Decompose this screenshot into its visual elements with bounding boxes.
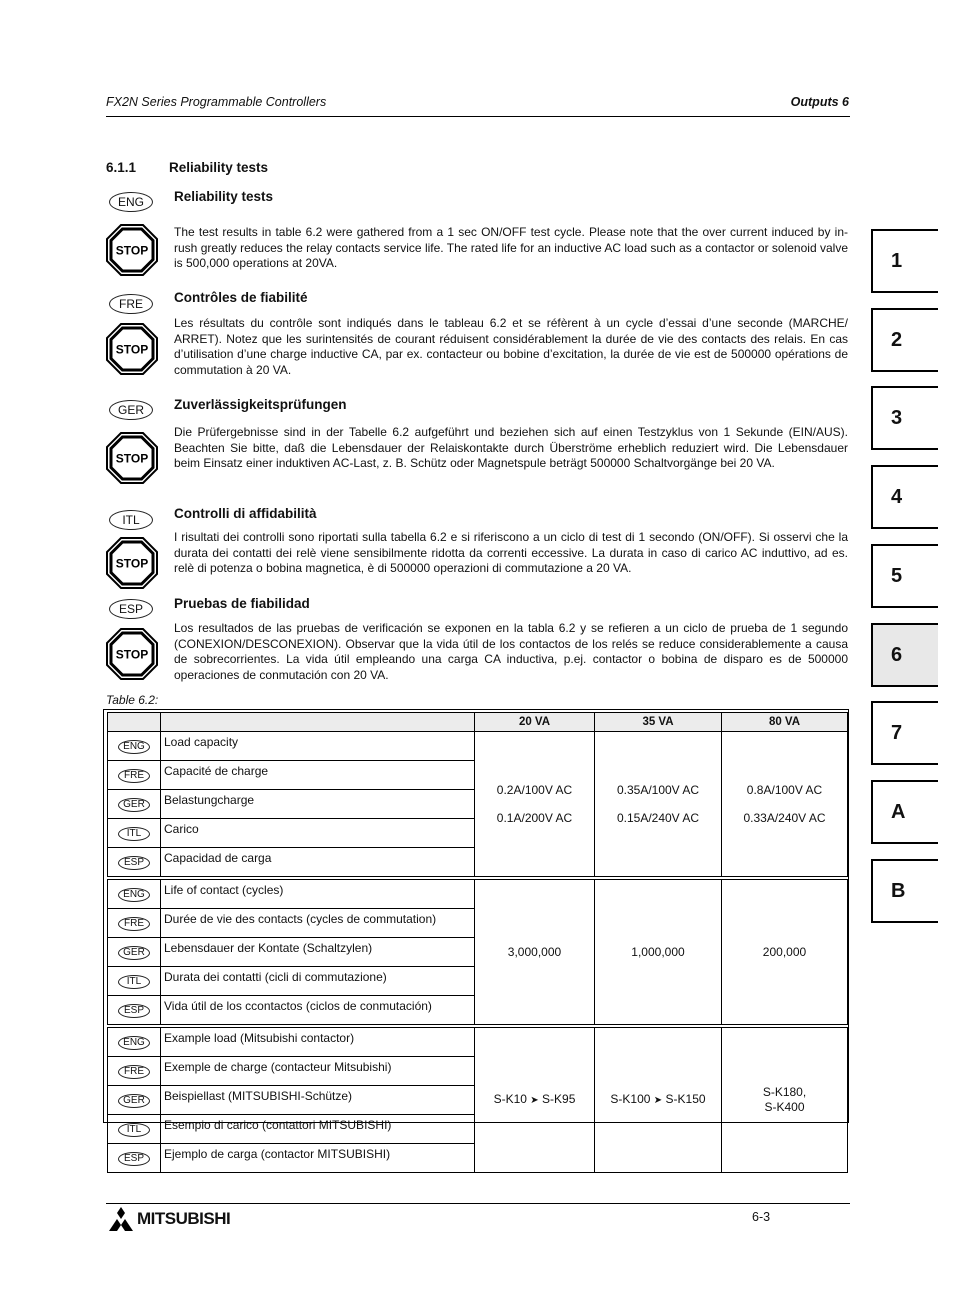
lang-badge: GER bbox=[118, 946, 150, 960]
block-title-eng: Reliability tests bbox=[174, 189, 274, 204]
tab-chapter-7[interactable]: 7 bbox=[871, 701, 938, 765]
block-text-fre: Les résultats du contrôle sont indiqués dans le tableau 6.2 et se réfèrent à un cycle d’essai d’une seconde (MARCHE/ ARRET). Notez que les surintensités de courant réduisent considérablement la durée de vie des contacts des relais. En cas d’utilisation d’une charge inductive CA, par ex. contacteur ou bobine d’excitation, la durée de vie est de 500000 opérations de commutation à 20 VA. bbox=[174, 316, 848, 377]
value-cell: 200,000 bbox=[722, 880, 848, 1025]
lang-badge: ESP bbox=[118, 1004, 150, 1018]
lang-badge-fre: FRE bbox=[109, 294, 153, 314]
section-title: Reliability tests bbox=[169, 160, 269, 175]
stop-sign-icon bbox=[106, 432, 158, 484]
footer-rule bbox=[106, 1203, 850, 1204]
tab-chapter-6[interactable]: 6 bbox=[871, 623, 938, 687]
lang-badge: ENG bbox=[118, 888, 150, 902]
mitsubishi-diamonds-icon bbox=[108, 1207, 134, 1231]
lang-badge: ESP bbox=[118, 856, 150, 870]
lang-badge-eng: ENG bbox=[109, 192, 153, 212]
block-title-itl: Controlli di affidabilità bbox=[174, 506, 317, 521]
tab-chapter-1[interactable]: 1 bbox=[871, 229, 938, 293]
reliability-table bbox=[107, 712, 848, 1173]
column-header: 80 VA bbox=[722, 713, 848, 732]
stop-label: STOP bbox=[115, 451, 149, 466]
stop-sign-icon bbox=[106, 628, 158, 680]
row-label: Belastungcharge bbox=[161, 790, 475, 819]
lang-badge-ger: GER bbox=[109, 400, 153, 420]
block-title-esp: Pruebas de fiabilidad bbox=[174, 596, 310, 611]
value-cell: 0.2A/100V AC 0.1A/200V AC bbox=[475, 732, 595, 877]
stop-label: STOP bbox=[115, 342, 149, 357]
lang-badge: ENG bbox=[118, 740, 150, 754]
tab-chapter-b[interactable]: B bbox=[871, 859, 938, 923]
brand-name: MITSUBISHI bbox=[137, 1209, 231, 1228]
block-text-ger: Die Prüfergebnisse sind in der Tabelle 6.2 aufgeführt und beziehen sich auf einen Testzyklus von 1 Sekunde (EIN/AUS). Beachten Sie bitte, daß die Lebensdauer der Relaiskontakte durch Überströme erheblich reduziert wird. Die Lebensdauer beim Einsatz einer induktiven AC-Last, z. B. Schütz oder Magnetspule beträgt 500000 Schaltvorgänge bei 20 VA. bbox=[174, 425, 848, 470]
brand-logo bbox=[108, 1207, 230, 1231]
header-chapter: Outputs 6 bbox=[790, 95, 849, 109]
row-label: Lebensdauer der Kontate (Schaltzylen) bbox=[161, 938, 475, 967]
column-header: 35 VA bbox=[595, 713, 722, 732]
row-label: Ejemplo de carga (contactor MITSUBISHI) bbox=[161, 1144, 475, 1173]
row-label: Vida útil de los ccontactos (ciclos de conmutación) bbox=[161, 996, 475, 1025]
row-label: Load capacity bbox=[161, 732, 475, 761]
section-number: 6.1.1 bbox=[106, 160, 137, 175]
value-cell: S-K180, S-K400 bbox=[722, 1028, 848, 1173]
stop-sign-icon bbox=[106, 537, 158, 589]
arrow-right-icon: ➤ bbox=[653, 1095, 663, 1106]
block-text-itl: I risultati dei controlli sono riportati sulla tabella 6.2 e si riferiscono a un ciclo di test di 1 secondo (ON/OFF). Si osservi che la durata dei contatti dei relè viene sensibilmente ridotta da correnti eccessive. La durata in caso di carico AC induttivo, ad es. relè di potenza o bobina magnetica, è di 500000 operazioni di commutazione a 20 VA. bbox=[174, 530, 848, 575]
stop-sign-icon bbox=[106, 323, 158, 375]
block-text-esp: Los resultados de las pruebas de verificación se exponen en la tabla 6.2 y se refieren a un ciclo de prueba de 1 segundo (CONEXION/DESCONEXION). Observar que la vida útil de los contactos de los relés se reduce considerablemente a causa de sobrecorrientes. La vida útil empleando una carga CA inductiva, p.ej. contactor o bobina de disparo es de 500000 operaciones de conmutación con 20 VA. bbox=[174, 621, 848, 682]
arrow-right-icon: ➤ bbox=[530, 1095, 539, 1106]
row-label: Capacité de charge bbox=[161, 761, 475, 790]
table-caption: Table 6.2: bbox=[106, 693, 159, 707]
lang-badge: FRE bbox=[118, 1065, 150, 1079]
tab-chapter-5[interactable]: 5 bbox=[871, 544, 938, 608]
lang-badge: GER bbox=[118, 1094, 150, 1108]
tab-chapter-2[interactable]: 2 bbox=[871, 308, 938, 372]
block-title-ger: Zuverlässigkeitsprüfungen bbox=[174, 397, 347, 412]
value-cell: 0.35A/100V AC 0.15A/240V AC bbox=[595, 732, 722, 877]
lang-badge: ITL bbox=[118, 827, 150, 841]
row-label: Exemple de charge (contacteur Mitsubishi) bbox=[161, 1057, 475, 1086]
value-cell: 3,000,000 bbox=[475, 880, 595, 1025]
row-label: Esempio di carico (contattori MITSUBISHI) bbox=[161, 1115, 475, 1144]
block-text-eng: The test results in table 6.2 were gathered from a 1 sec ON/OFF test cycle. Please note that the over current induced by in-rush greatly reduces the relay contacts service life. The rated life for an inductive AC load such as a contactor or solenoid valve is 500,000 operations at 20VA. bbox=[174, 225, 848, 270]
header-title: FX2N Series Programmable Controllers bbox=[106, 95, 327, 109]
row-label: Life of contact (cycles) bbox=[161, 880, 475, 909]
value-cell: S-K100 ➤ S-K150 bbox=[595, 1028, 722, 1173]
lang-badge: ITL bbox=[118, 975, 150, 989]
lang-badge: FRE bbox=[118, 917, 150, 931]
lang-badge-itl: ITL bbox=[109, 510, 153, 530]
page-number: 6-3 bbox=[752, 1210, 771, 1224]
tab-chapter-3[interactable]: 3 bbox=[871, 386, 938, 450]
table-row bbox=[108, 732, 848, 761]
header-rule bbox=[106, 116, 850, 117]
value-cell: S-K10 ➤ S-K95 bbox=[475, 1028, 595, 1173]
table-header-row bbox=[108, 713, 848, 732]
value-cell: 1,000,000 bbox=[595, 880, 722, 1025]
stop-sign-icon bbox=[106, 224, 158, 276]
row-label: Durata dei contatti (cicli di commutazione) bbox=[161, 967, 475, 996]
stop-label: STOP bbox=[115, 647, 149, 662]
table-row bbox=[108, 880, 848, 909]
lang-badge: FRE bbox=[118, 769, 150, 783]
table-row bbox=[108, 1028, 848, 1057]
lang-badge: ENG bbox=[118, 1036, 150, 1050]
tab-chapter-a[interactable]: A bbox=[871, 780, 938, 844]
row-label: Carico bbox=[161, 819, 475, 848]
value-cell: 0.8A/100V AC 0.33A/240V AC bbox=[722, 732, 848, 877]
stop-label: STOP bbox=[115, 243, 149, 258]
lang-badge: ITL bbox=[118, 1123, 150, 1137]
lang-badge: ESP bbox=[118, 1152, 150, 1166]
block-title-fre: Contrôles de fiabilité bbox=[174, 290, 308, 305]
row-label: Example load (Mitsubishi contactor) bbox=[161, 1028, 475, 1057]
row-label: Beispiellast (MITSUBISHI-Schütze) bbox=[161, 1086, 475, 1115]
lang-badge: GER bbox=[118, 798, 150, 812]
stop-label: STOP bbox=[115, 556, 149, 571]
row-label: Durée de vie des contacts (cycles de commutation) bbox=[161, 909, 475, 938]
lang-badge-esp: ESP bbox=[109, 599, 153, 619]
row-label: Capacidad de carga bbox=[161, 848, 475, 877]
column-header: 20 VA bbox=[475, 713, 595, 732]
tab-chapter-4[interactable]: 4 bbox=[871, 465, 938, 529]
